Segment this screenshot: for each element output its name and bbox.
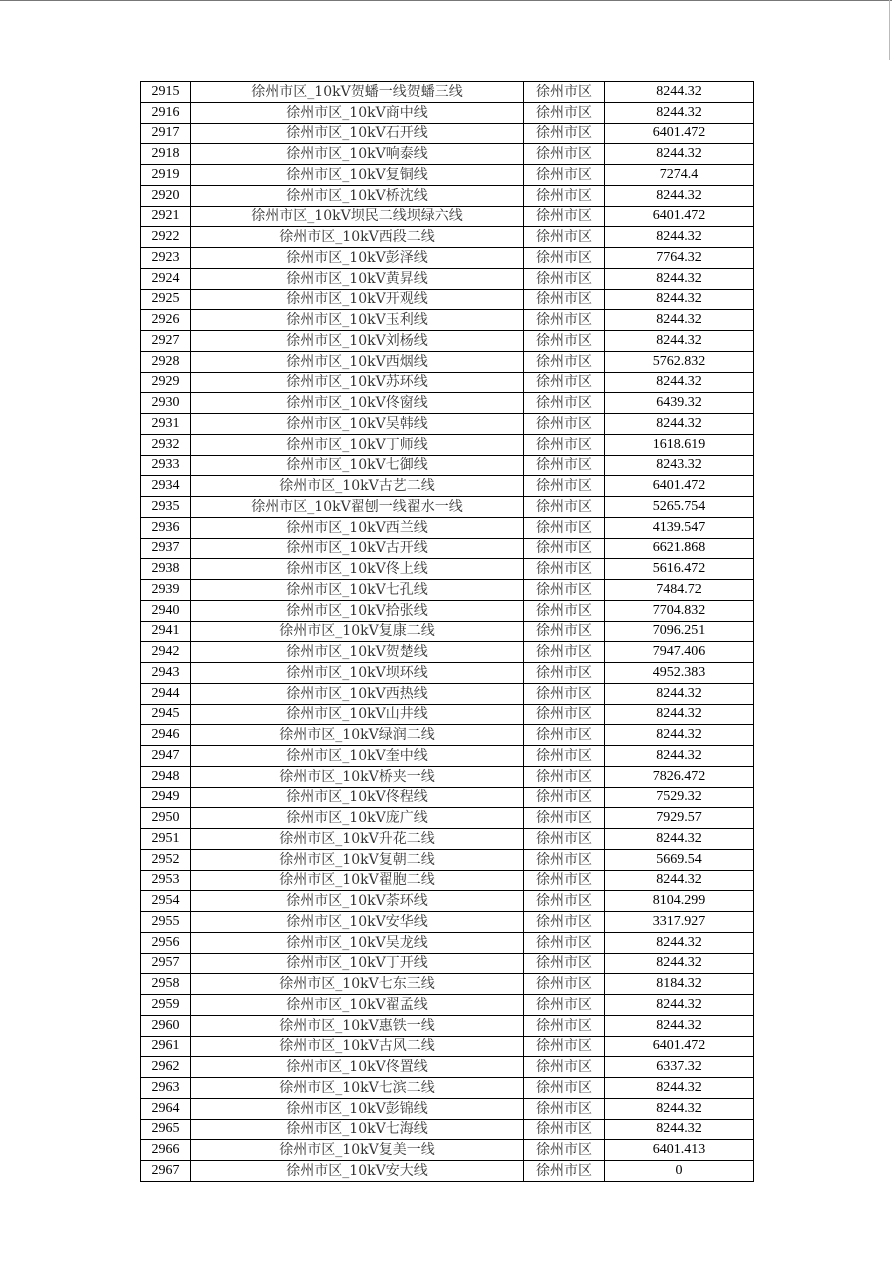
- line-name-cell: 徐州市区_10kV庞广线: [191, 808, 524, 829]
- table-row: [141, 1161, 754, 1182]
- area-name-cell: 徐州市区: [524, 746, 605, 767]
- row-index-cell: 2961: [141, 1036, 191, 1057]
- line-name-cell: 徐州市区_10kV七御线: [191, 455, 524, 476]
- value-cell: 3317.927: [605, 912, 754, 933]
- area-name-cell: 徐州市区: [524, 704, 605, 725]
- line-name-cell: 徐州市区_10kV桥沈线: [191, 185, 524, 206]
- area-name-cell: 徐州市区: [524, 621, 605, 642]
- area-name-cell: 徐州市区: [524, 663, 605, 684]
- area-name-cell: 徐州市区: [524, 248, 605, 269]
- line-name-cell: 徐州市区_10kV奎中线: [191, 746, 524, 767]
- area-name-cell: 徐州市区: [524, 1057, 605, 1078]
- table-row: [141, 1098, 754, 1119]
- line-name-cell: 徐州市区_10kV复铜线: [191, 165, 524, 186]
- table-row: [141, 1078, 754, 1099]
- line-name-cell: 徐州市区_10kV佟程线: [191, 787, 524, 808]
- row-index-cell: 2953: [141, 870, 191, 891]
- area-name-cell: 徐州市区: [524, 1161, 605, 1182]
- area-name-cell: 徐州市区: [524, 600, 605, 621]
- table-row: [141, 476, 754, 497]
- table-row: [141, 580, 754, 601]
- value-cell: 0: [605, 1161, 754, 1182]
- value-cell: 8244.32: [605, 932, 754, 953]
- area-name-cell: 徐州市区: [524, 932, 605, 953]
- line-name-cell: 徐州市区_10kV彭泽线: [191, 248, 524, 269]
- area-name-cell: 徐州市区: [524, 829, 605, 850]
- line-name-cell: 徐州市区_10kV西烟线: [191, 351, 524, 372]
- table-row: [141, 455, 754, 476]
- table-row: [141, 995, 754, 1016]
- row-index-cell: 2967: [141, 1161, 191, 1182]
- line-name-cell: 徐州市区_10kV吴龙线: [191, 932, 524, 953]
- data-table: [140, 81, 754, 1182]
- value-cell: 8244.32: [605, 414, 754, 435]
- area-name-cell: 徐州市区: [524, 331, 605, 352]
- table-row: [141, 1036, 754, 1057]
- area-name-cell: 徐州市区: [524, 808, 605, 829]
- area-name-cell: 徐州市区: [524, 870, 605, 891]
- page-right-border: [889, 0, 890, 60]
- value-cell: 8244.32: [605, 185, 754, 206]
- area-name-cell: 徐州市区: [524, 995, 605, 1016]
- row-index-cell: 2936: [141, 517, 191, 538]
- table-row: [141, 1057, 754, 1078]
- row-index-cell: 2955: [141, 912, 191, 933]
- row-index-cell: 2922: [141, 227, 191, 248]
- value-cell: 6401.472: [605, 123, 754, 144]
- value-cell: 7947.406: [605, 642, 754, 663]
- value-cell: 8244.32: [605, 1078, 754, 1099]
- line-name-cell: 徐州市区_10kV七东三线: [191, 974, 524, 995]
- table-row: [141, 829, 754, 850]
- value-cell: 8244.32: [605, 268, 754, 289]
- table-row: [141, 434, 754, 455]
- row-index-cell: 2924: [141, 268, 191, 289]
- area-name-cell: 徐州市区: [524, 1098, 605, 1119]
- value-cell: 8244.32: [605, 953, 754, 974]
- table-row: [141, 517, 754, 538]
- line-name-cell: 徐州市区_10kV七滨二线: [191, 1078, 524, 1099]
- line-name-cell: 徐州市区_10kV西热线: [191, 683, 524, 704]
- value-cell: 8104.299: [605, 891, 754, 912]
- table-row: [141, 600, 754, 621]
- row-index-cell: 2933: [141, 455, 191, 476]
- row-index-cell: 2956: [141, 932, 191, 953]
- table-row: [141, 766, 754, 787]
- row-index-cell: 2925: [141, 289, 191, 310]
- line-name-cell: 徐州市区_10kV商中线: [191, 102, 524, 123]
- line-name-cell: 徐州市区_10kV山井线: [191, 704, 524, 725]
- row-index-cell: 2931: [141, 414, 191, 435]
- row-index-cell: 2941: [141, 621, 191, 642]
- value-cell: 6439.32: [605, 393, 754, 414]
- value-cell: 6401.413: [605, 1140, 754, 1161]
- table-row: [141, 787, 754, 808]
- table-row: [141, 144, 754, 165]
- line-name-cell: 徐州市区_10kV贺楚线: [191, 642, 524, 663]
- value-cell: 8244.32: [605, 1119, 754, 1140]
- row-index-cell: 2958: [141, 974, 191, 995]
- value-cell: 8244.32: [605, 1098, 754, 1119]
- table-row: [141, 1015, 754, 1036]
- line-name-cell: 徐州市区_10kV翟胞二线: [191, 870, 524, 891]
- line-name-cell: 徐州市区_10kV西兰线: [191, 517, 524, 538]
- table-row: [141, 808, 754, 829]
- row-index-cell: 2962: [141, 1057, 191, 1078]
- row-index-cell: 2937: [141, 538, 191, 559]
- row-index-cell: 2963: [141, 1078, 191, 1099]
- area-name-cell: 徐州市区: [524, 372, 605, 393]
- value-cell: 5669.54: [605, 849, 754, 870]
- area-name-cell: 徐州市区: [524, 580, 605, 601]
- table-row: [141, 891, 754, 912]
- value-cell: 7826.472: [605, 766, 754, 787]
- area-name-cell: 徐州市区: [524, 517, 605, 538]
- table-row: [141, 227, 754, 248]
- value-cell: 8244.32: [605, 227, 754, 248]
- line-name-cell: 徐州市区_10kV佟置线: [191, 1057, 524, 1078]
- row-index-cell: 2945: [141, 704, 191, 725]
- area-name-cell: 徐州市区: [524, 953, 605, 974]
- table-row: [141, 289, 754, 310]
- area-name-cell: 徐州市区: [524, 351, 605, 372]
- value-cell: 7096.251: [605, 621, 754, 642]
- value-cell: 6401.472: [605, 476, 754, 497]
- area-name-cell: 徐州市区: [524, 414, 605, 435]
- area-name-cell: 徐州市区: [524, 891, 605, 912]
- line-name-cell: 徐州市区_10kV苏环线: [191, 372, 524, 393]
- line-name-cell: 徐州市区_10kV丁开线: [191, 953, 524, 974]
- line-name-cell: 徐州市区_10kV翟刨一线翟水一线: [191, 497, 524, 518]
- area-name-cell: 徐州市区: [524, 393, 605, 414]
- table-row: [141, 870, 754, 891]
- row-index-cell: 2946: [141, 725, 191, 746]
- table-row: [141, 974, 754, 995]
- table-row: [141, 351, 754, 372]
- row-index-cell: 2951: [141, 829, 191, 850]
- value-cell: 8244.32: [605, 725, 754, 746]
- row-index-cell: 2948: [141, 766, 191, 787]
- line-name-cell: 徐州市区_10kV古风二线: [191, 1036, 524, 1057]
- area-name-cell: 徐州市区: [524, 227, 605, 248]
- value-cell: 7529.32: [605, 787, 754, 808]
- line-name-cell: 徐州市区_10kV复康二线: [191, 621, 524, 642]
- row-index-cell: 2947: [141, 746, 191, 767]
- value-cell: 6337.32: [605, 1057, 754, 1078]
- area-name-cell: 徐州市区: [524, 559, 605, 580]
- area-name-cell: 徐州市区: [524, 165, 605, 186]
- line-name-cell: 徐州市区_10kV升花二线: [191, 829, 524, 850]
- area-name-cell: 徐州市区: [524, 538, 605, 559]
- value-cell: 7929.57: [605, 808, 754, 829]
- table-row: [141, 538, 754, 559]
- line-name-cell: 徐州市区_10kV坝环线: [191, 663, 524, 684]
- area-name-cell: 徐州市区: [524, 766, 605, 787]
- line-name-cell: 徐州市区_10kV吴韩线: [191, 414, 524, 435]
- row-index-cell: 2949: [141, 787, 191, 808]
- table-row: [141, 932, 754, 953]
- line-name-cell: 徐州市区_10kV七孔线: [191, 580, 524, 601]
- value-cell: 8244.32: [605, 331, 754, 352]
- row-index-cell: 2944: [141, 683, 191, 704]
- value-cell: 6401.472: [605, 1036, 754, 1057]
- area-name-cell: 徐州市区: [524, 268, 605, 289]
- area-name-cell: 徐州市区: [524, 642, 605, 663]
- row-index-cell: 2927: [141, 331, 191, 352]
- line-name-cell: 徐州市区_10kV绿润二线: [191, 725, 524, 746]
- table-row: [141, 372, 754, 393]
- line-name-cell: 徐州市区_10kV开观线: [191, 289, 524, 310]
- area-name-cell: 徐州市区: [524, 206, 605, 227]
- table-row: [141, 414, 754, 435]
- row-index-cell: 2929: [141, 372, 191, 393]
- line-name-cell: 徐州市区_10kV佟窗线: [191, 393, 524, 414]
- row-index-cell: 2918: [141, 144, 191, 165]
- table-row: [141, 165, 754, 186]
- value-cell: 8244.32: [605, 310, 754, 331]
- value-cell: 4139.547: [605, 517, 754, 538]
- table-row: [141, 725, 754, 746]
- table-row: [141, 1140, 754, 1161]
- row-index-cell: 2930: [141, 393, 191, 414]
- line-name-cell: 徐州市区_10kV安华线: [191, 912, 524, 933]
- value-cell: 6401.472: [605, 206, 754, 227]
- row-index-cell: 2935: [141, 497, 191, 518]
- area-name-cell: 徐州市区: [524, 497, 605, 518]
- line-name-cell: 徐州市区_10kV彭锦线: [191, 1098, 524, 1119]
- value-cell: 5616.472: [605, 559, 754, 580]
- table-row: [141, 559, 754, 580]
- area-name-cell: 徐州市区: [524, 1140, 605, 1161]
- value-cell: 8244.32: [605, 1015, 754, 1036]
- table-row: [141, 185, 754, 206]
- table-row: [141, 683, 754, 704]
- value-cell: 7764.32: [605, 248, 754, 269]
- row-index-cell: 2917: [141, 123, 191, 144]
- value-cell: 8244.32: [605, 102, 754, 123]
- area-name-cell: 徐州市区: [524, 1036, 605, 1057]
- row-index-cell: 2966: [141, 1140, 191, 1161]
- value-cell: 1618.619: [605, 434, 754, 455]
- area-name-cell: 徐州市区: [524, 849, 605, 870]
- line-name-cell: 徐州市区_10kV丁师线: [191, 434, 524, 455]
- value-cell: 8244.32: [605, 82, 754, 103]
- line-name-cell: 徐州市区_10kV桥夹一线: [191, 766, 524, 787]
- row-index-cell: 2940: [141, 600, 191, 621]
- area-name-cell: 徐州市区: [524, 82, 605, 103]
- row-index-cell: 2934: [141, 476, 191, 497]
- value-cell: 8244.32: [605, 289, 754, 310]
- table-row: [141, 746, 754, 767]
- value-cell: 8243.32: [605, 455, 754, 476]
- area-name-cell: 徐州市区: [524, 144, 605, 165]
- row-index-cell: 2939: [141, 580, 191, 601]
- row-index-cell: 2921: [141, 206, 191, 227]
- table-row: [141, 497, 754, 518]
- table-row: [141, 704, 754, 725]
- value-cell: 8244.32: [605, 995, 754, 1016]
- row-index-cell: 2915: [141, 82, 191, 103]
- table-row: [141, 268, 754, 289]
- table-row: [141, 912, 754, 933]
- area-name-cell: 徐州市区: [524, 912, 605, 933]
- row-index-cell: 2952: [141, 849, 191, 870]
- row-index-cell: 2965: [141, 1119, 191, 1140]
- area-name-cell: 徐州市区: [524, 725, 605, 746]
- table-row: [141, 206, 754, 227]
- value-cell: 8244.32: [605, 144, 754, 165]
- area-name-cell: 徐州市区: [524, 123, 605, 144]
- row-index-cell: 2932: [141, 434, 191, 455]
- row-index-cell: 2960: [141, 1015, 191, 1036]
- page-top-border: [0, 0, 892, 1]
- value-cell: 8244.32: [605, 746, 754, 767]
- line-name-cell: 徐州市区_10kV坝民二线坝绿六线: [191, 206, 524, 227]
- value-cell: 7274.4: [605, 165, 754, 186]
- line-name-cell: 徐州市区_10kV复朝二线: [191, 849, 524, 870]
- row-index-cell: 2943: [141, 663, 191, 684]
- row-index-cell: 2942: [141, 642, 191, 663]
- row-index-cell: 2957: [141, 953, 191, 974]
- area-name-cell: 徐州市区: [524, 683, 605, 704]
- line-name-cell: 徐州市区_10kV古开线: [191, 538, 524, 559]
- line-name-cell: 徐州市区_10kV刘杨线: [191, 331, 524, 352]
- row-index-cell: 2926: [141, 310, 191, 331]
- area-name-cell: 徐州市区: [524, 1078, 605, 1099]
- line-name-cell: 徐州市区_10kV西段二线: [191, 227, 524, 248]
- row-index-cell: 2919: [141, 165, 191, 186]
- value-cell: 7484.72: [605, 580, 754, 601]
- area-name-cell: 徐州市区: [524, 185, 605, 206]
- value-cell: 7704.832: [605, 600, 754, 621]
- table-row: [141, 621, 754, 642]
- value-cell: 8244.32: [605, 372, 754, 393]
- row-index-cell: 2964: [141, 1098, 191, 1119]
- value-cell: 5265.754: [605, 497, 754, 518]
- table-row: [141, 663, 754, 684]
- area-name-cell: 徐州市区: [524, 1015, 605, 1036]
- table-row: [141, 642, 754, 663]
- area-name-cell: 徐州市区: [524, 434, 605, 455]
- row-index-cell: 2950: [141, 808, 191, 829]
- value-cell: 4952.383: [605, 663, 754, 684]
- line-name-cell: 徐州市区_10kV玉利线: [191, 310, 524, 331]
- row-index-cell: 2938: [141, 559, 191, 580]
- line-name-cell: 徐州市区_10kV古艺二线: [191, 476, 524, 497]
- value-cell: 8244.32: [605, 829, 754, 850]
- table-row: [141, 123, 754, 144]
- value-cell: 8244.32: [605, 704, 754, 725]
- table-row: [141, 102, 754, 123]
- line-name-cell: 徐州市区_10kV贺蟠一线贺蟠三线: [191, 82, 524, 103]
- area-name-cell: 徐州市区: [524, 787, 605, 808]
- line-name-cell: 徐州市区_10kV拾张线: [191, 600, 524, 621]
- area-name-cell: 徐州市区: [524, 310, 605, 331]
- area-name-cell: 徐州市区: [524, 476, 605, 497]
- line-name-cell: 徐州市区_10kV黄昇线: [191, 268, 524, 289]
- area-name-cell: 徐州市区: [524, 1119, 605, 1140]
- row-index-cell: 2920: [141, 185, 191, 206]
- value-cell: 8244.32: [605, 683, 754, 704]
- value-cell: 8244.32: [605, 870, 754, 891]
- area-name-cell: 徐州市区: [524, 974, 605, 995]
- line-name-cell: 徐州市区_10kV惠铁一线: [191, 1015, 524, 1036]
- table-row: [141, 1119, 754, 1140]
- table-row: [141, 248, 754, 269]
- table-row: [141, 310, 754, 331]
- area-name-cell: 徐州市区: [524, 455, 605, 476]
- value-cell: 8184.32: [605, 974, 754, 995]
- row-index-cell: 2923: [141, 248, 191, 269]
- line-name-cell: 徐州市区_10kV翟孟线: [191, 995, 524, 1016]
- area-name-cell: 徐州市区: [524, 289, 605, 310]
- row-index-cell: 2954: [141, 891, 191, 912]
- row-index-cell: 2928: [141, 351, 191, 372]
- line-name-cell: 徐州市区_10kV响泰线: [191, 144, 524, 165]
- line-name-cell: 徐州市区_10kV石开线: [191, 123, 524, 144]
- line-name-cell: 徐州市区_10kV七海线: [191, 1119, 524, 1140]
- table-row: [141, 393, 754, 414]
- value-cell: 6621.868: [605, 538, 754, 559]
- area-name-cell: 徐州市区: [524, 102, 605, 123]
- table-body: [141, 82, 754, 1182]
- row-index-cell: 2959: [141, 995, 191, 1016]
- table-row: [141, 331, 754, 352]
- line-name-cell: 徐州市区_10kV佟上线: [191, 559, 524, 580]
- table-row: [141, 82, 754, 103]
- line-name-cell: 徐州市区_10kV复美一线: [191, 1140, 524, 1161]
- table-row: [141, 953, 754, 974]
- value-cell: 5762.832: [605, 351, 754, 372]
- line-name-cell: 徐州市区_10kV荼环线: [191, 891, 524, 912]
- row-index-cell: 2916: [141, 102, 191, 123]
- table-row: [141, 849, 754, 870]
- line-name-cell: 徐州市区_10kV安大线: [191, 1161, 524, 1182]
